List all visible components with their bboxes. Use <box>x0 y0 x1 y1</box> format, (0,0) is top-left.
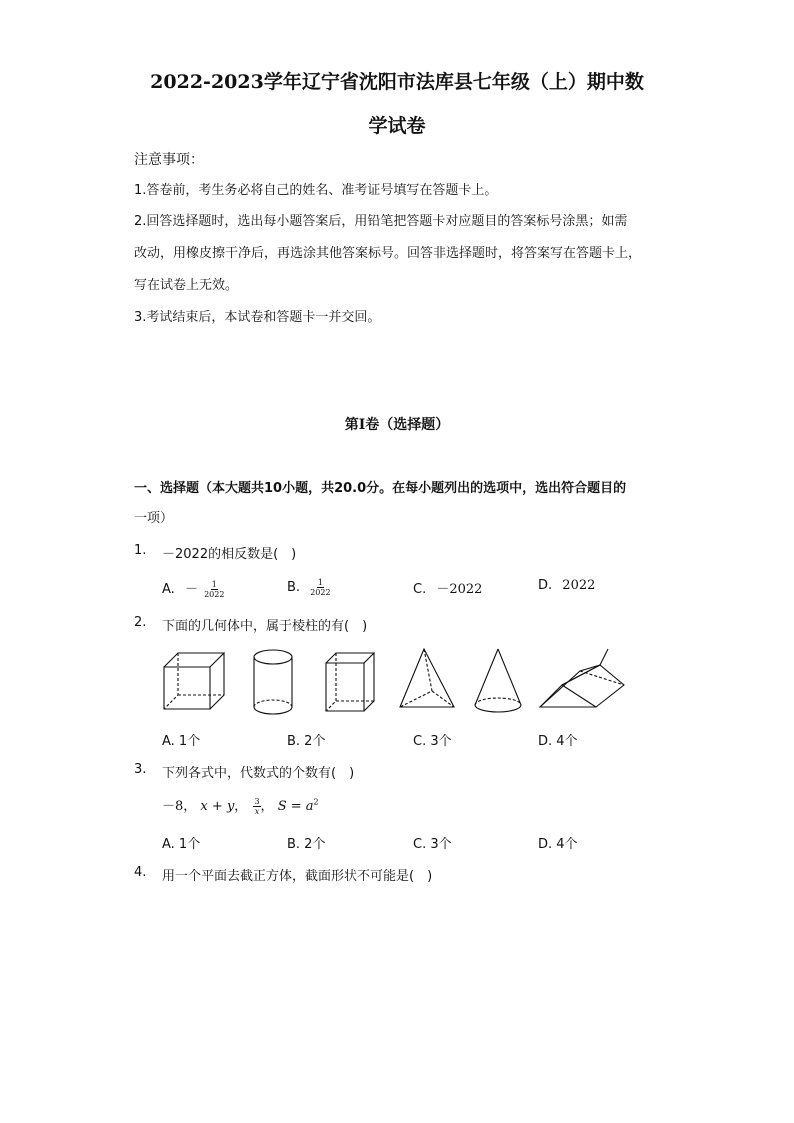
question-2-number: 2. <box>134 615 147 630</box>
expr-fraction <box>253 797 260 816</box>
fraction-denominator: 2022 <box>204 590 225 599</box>
expr-x: x <box>200 799 208 814</box>
page-title-line1: 2022-2023学年辽宁省沈阳市法库县七年级（上）期中数 <box>150 71 644 93</box>
question-1-option-b[interactable] <box>287 578 331 597</box>
cube-prism-figure <box>322 645 378 717</box>
question-4-text: 用一个平面去截正方体，截面形状不可能是( ) <box>162 869 433 884</box>
question-3-option-b[interactable]: B. 2个 <box>287 837 326 852</box>
page-title-line2: 学试卷 <box>368 115 426 137</box>
triangular-prism-figure <box>536 645 630 717</box>
expr-plus: + <box>207 799 227 814</box>
expr-s: S <box>277 799 287 814</box>
question-2-text: 下面的几何体中，属于棱柱的有( ) <box>162 619 368 634</box>
option-value: 2022 <box>562 578 596 593</box>
expr-equals: = <box>286 799 306 814</box>
expr-y: y <box>226 799 235 814</box>
expr-sep: ， <box>234 799 248 814</box>
fraction-numerator: 3 <box>254 797 260 806</box>
question-1-option-a[interactable] <box>162 578 224 599</box>
expr-neg-8: －8， <box>162 799 197 814</box>
question-3-expressions <box>162 795 319 816</box>
question-1-option-c[interactable] <box>413 578 482 597</box>
option-label: A. <box>162 582 175 597</box>
option-label: D. <box>538 578 553 593</box>
question-4-number: 4. <box>134 865 147 880</box>
fraction-numerator: 1 <box>211 580 217 589</box>
question-2-option-b[interactable]: B. 2个 <box>287 734 326 749</box>
fraction <box>310 578 330 597</box>
question-1-number: 1. <box>134 543 147 558</box>
part1-heading-line1: 一、选择题（本大题共10小题，共20.0分。在每小题列出的选项中，选出符合题目的 <box>134 481 627 496</box>
question-2-option-a[interactable]: A. 1个 <box>162 734 201 749</box>
question-1-text: －2022的相反数是( ) <box>162 547 297 562</box>
question-3-option-c[interactable]: C. 3个 <box>413 837 452 852</box>
section-heading: 第Ⅰ卷（选择题） <box>344 417 450 433</box>
question-3-option-a[interactable]: A. 1个 <box>162 837 201 852</box>
option-label: C. <box>413 582 427 597</box>
question-3-text: 下列各式中，代数式的个数有( ) <box>162 766 355 781</box>
notes-heading: 注意事项： <box>134 152 204 168</box>
question-3-number: 3. <box>134 762 147 777</box>
expr-sep: ， <box>260 799 274 814</box>
option-value: －2022 <box>436 582 483 597</box>
fraction-numerator: 1 <box>317 578 323 587</box>
pyramid-figure <box>396 645 458 717</box>
minus-sign: － <box>184 582 198 597</box>
expr-a: a <box>305 799 314 814</box>
note-3: 3.考试结束后，本试卷和答题卡一并交回。 <box>134 310 381 325</box>
note-1: 1.答卷前，考生务必将自己的姓名、准考证号填写在答题卡上。 <box>134 183 498 198</box>
expr-exponent: 2 <box>313 797 319 807</box>
question-1-option-d[interactable] <box>538 578 595 593</box>
note-2-line3: 写在试卷上无效。 <box>134 278 239 293</box>
cuboid-figure <box>160 645 228 715</box>
note-2-line1: 2.回答选择题时，选出每小题答案后，用铅笔把答题卡对应题目的答案标号涂黑；如需 <box>134 214 628 229</box>
cylinder-figure <box>250 645 296 717</box>
fraction-denominator: x <box>254 807 260 816</box>
fraction-denominator: 2022 <box>310 588 331 597</box>
fraction <box>204 580 224 599</box>
question-3-option-d[interactable]: D. 4个 <box>538 837 578 852</box>
cone-figure <box>470 645 526 717</box>
option-label: B. <box>287 580 301 595</box>
question-2-option-c[interactable]: C. 3个 <box>413 734 452 749</box>
question-2-option-d[interactable]: D. 4个 <box>538 734 578 749</box>
note-2-line2: 改动，用橡皮擦干净后，再选涂其他答案标号。回答非选择题时，将答案写在答题卡上， <box>134 246 642 261</box>
part1-heading-line2: 一项） <box>134 511 174 526</box>
